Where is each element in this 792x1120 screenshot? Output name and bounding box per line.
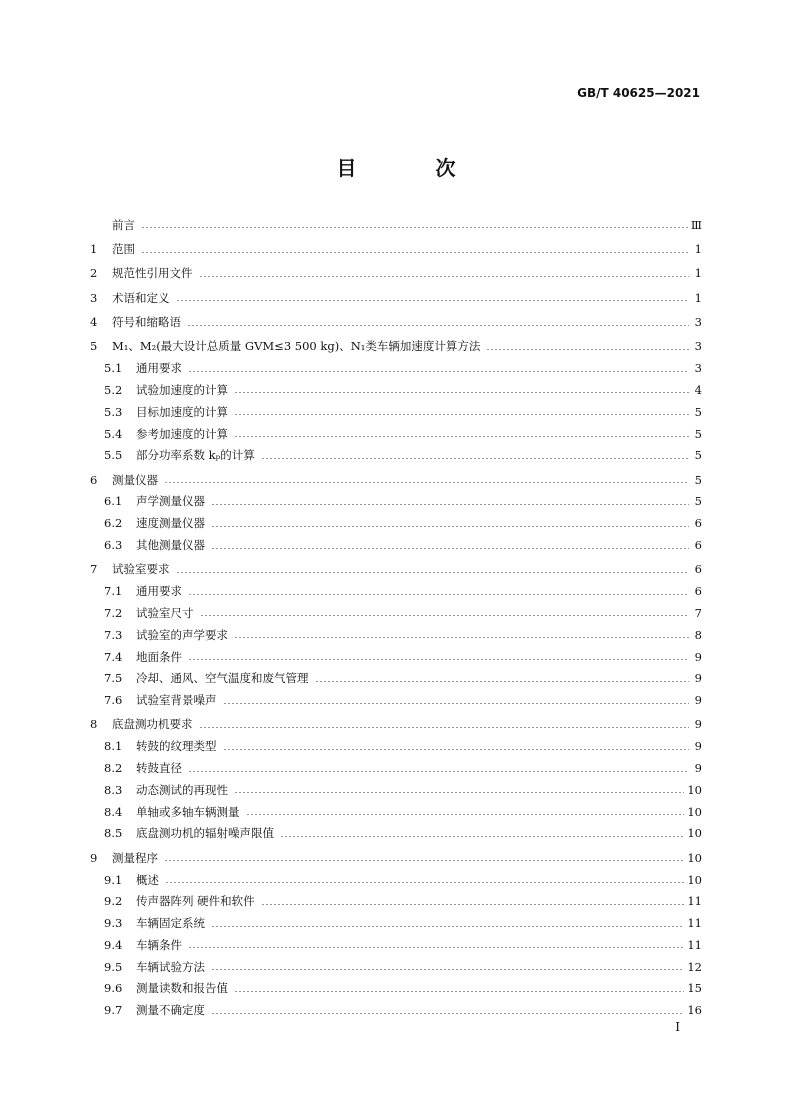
toc-entry-label: 测量程序 xyxy=(112,850,158,865)
toc-entry-number: 9.4 xyxy=(104,937,123,952)
dot-leader xyxy=(234,991,684,992)
toc-entry-number: 6.1 xyxy=(104,494,123,509)
toc-entry-number: 9 xyxy=(90,850,98,865)
toc-entry-label: M₁、M₂(最大设计总质量 GVM≤3 500 kg)、N₁类车辆加速度计算方法 xyxy=(112,339,481,354)
dot-leader xyxy=(223,749,690,750)
toc-entry-label: 车辆条件 xyxy=(136,937,182,952)
toc-entry-number: 6.3 xyxy=(104,538,123,553)
toc-entry-label: 范围 xyxy=(112,242,135,257)
toc-entry-page: 11 xyxy=(687,916,702,931)
dot-leader xyxy=(211,926,684,927)
toc-entry-page: 11 xyxy=(687,894,702,909)
toc-entry[interactable] xyxy=(90,287,702,309)
toc-entry-page: 9 xyxy=(694,761,702,776)
toc-entry-page: 3 xyxy=(694,361,702,376)
toc-entry[interactable] xyxy=(90,335,702,357)
toc-entry-label: 试验室尺寸 xyxy=(136,605,194,620)
toc-entry[interactable] xyxy=(90,890,702,912)
toc-entry-page: 6 xyxy=(694,516,702,531)
toc-entry-label: 地面条件 xyxy=(136,649,182,664)
toc-entry[interactable] xyxy=(90,779,702,801)
toc-entry-label: 其他测量仪器 xyxy=(136,538,205,553)
toc-entry[interactable] xyxy=(90,934,702,956)
dot-leader xyxy=(141,252,689,253)
toc-entry-number: 5 xyxy=(90,339,98,354)
toc-entry-label: 符号和缩略语 xyxy=(112,315,181,330)
dot-leader xyxy=(211,969,684,970)
toc-entry[interactable] xyxy=(90,667,702,689)
toc-entry-page: 7 xyxy=(694,605,702,620)
toc-entry-label: 声学测量仪器 xyxy=(136,494,205,509)
dot-leader xyxy=(234,392,689,393)
toc-entry-number: 1 xyxy=(90,242,98,257)
toc-entry[interactable] xyxy=(90,580,702,602)
toc-entry-label: 底盘测功机的辐射噪声限值 xyxy=(136,826,274,841)
standard-code: GB/T 40625—2021 xyxy=(577,86,700,100)
toc-entry[interactable] xyxy=(90,534,702,556)
toc-entry-page: 5 xyxy=(694,426,702,441)
toc-entry-number: 7.3 xyxy=(104,627,123,642)
toc-entry-page: 3 xyxy=(694,315,702,330)
toc-entry[interactable] xyxy=(90,401,702,423)
toc-entry[interactable] xyxy=(90,801,702,823)
toc-entry-page: 6 xyxy=(694,538,702,553)
dot-leader xyxy=(188,371,689,372)
toc-entry-label: 目标加速度的计算 xyxy=(136,404,228,419)
dot-leader xyxy=(176,572,690,573)
toc-entry-page: 3 xyxy=(694,339,702,354)
dot-leader xyxy=(188,771,689,772)
toc-entry-label: 试验加速度的计算 xyxy=(136,382,228,397)
dot-leader xyxy=(486,349,689,350)
dot-leader xyxy=(211,526,689,527)
toc-entry[interactable] xyxy=(90,469,702,491)
dot-leader xyxy=(200,615,690,616)
toc-entry-label: 通用要求 xyxy=(136,361,182,376)
toc-entry-label: 试验室的声学要求 xyxy=(136,627,228,642)
dot-leader xyxy=(261,458,689,459)
dot-leader xyxy=(188,947,684,948)
toc-entry-number: 7.5 xyxy=(104,671,123,686)
toc-entry-page: 9 xyxy=(694,717,702,732)
toc-entry-label: 速度测量仪器 xyxy=(136,516,205,531)
toc-entry-page: 16 xyxy=(687,1003,702,1018)
toc-entry-label: 试验室背景噪声 xyxy=(136,693,217,708)
dot-leader xyxy=(165,882,684,883)
dot-leader xyxy=(223,703,690,704)
toc-entry-number: 7 xyxy=(90,562,98,577)
toc-entry-page: 10 xyxy=(687,872,702,887)
toc-entry-page: 12 xyxy=(687,959,702,974)
dot-leader xyxy=(211,548,689,549)
toc-entry-label: 测量读数和报告值 xyxy=(136,981,228,996)
toc-entry[interactable] xyxy=(90,379,702,401)
toc-entry-number: 7.6 xyxy=(104,693,123,708)
toc-entry-number: 2 xyxy=(90,266,98,281)
toc-entry-label: 转鼓直径 xyxy=(136,761,182,776)
toc-entry-number: 8.4 xyxy=(104,804,123,819)
toc-entry-number: 7.2 xyxy=(104,605,123,620)
toc-entry-label: 试验室要求 xyxy=(112,562,170,577)
toc-entry-number: 8 xyxy=(90,717,98,732)
toc-entry[interactable] xyxy=(90,999,702,1021)
toc-entry[interactable] xyxy=(90,689,702,711)
dot-leader xyxy=(280,836,684,837)
toc-entry[interactable] xyxy=(90,238,702,260)
toc-entry-page: 10 xyxy=(687,804,702,819)
toc-entry-label: 参考加速度的计算 xyxy=(136,426,228,441)
dot-leader xyxy=(315,681,690,682)
table-of-contents xyxy=(90,214,702,1021)
toc-entry-page: 6 xyxy=(694,562,702,577)
dot-leader xyxy=(176,300,690,301)
dot-leader xyxy=(164,860,684,861)
toc-entry-number: 6.2 xyxy=(104,516,123,531)
toc-entry-page: 10 xyxy=(687,782,702,797)
toc-entry-page: 11 xyxy=(687,937,702,952)
toc-entry[interactable] xyxy=(90,646,702,668)
toc-entry-page: 10 xyxy=(687,826,702,841)
toc-entry-label: 车辆试验方法 xyxy=(136,959,205,974)
toc-entry-page: Ⅲ xyxy=(690,217,702,232)
toc-entry[interactable] xyxy=(90,869,702,891)
toc-entry-page: 9 xyxy=(694,693,702,708)
toc-entry-number: 5.2 xyxy=(104,382,123,397)
toc-entry[interactable] xyxy=(90,823,702,845)
toc-entry-number: 3 xyxy=(90,290,98,305)
toc-entry-page: 9 xyxy=(694,649,702,664)
toc-entry[interactable] xyxy=(90,311,702,333)
toc-entry-page: 5 xyxy=(694,494,702,509)
toc-entry-label: 冷却、通风、空气温度和废气管理 xyxy=(136,671,309,686)
dot-leader xyxy=(164,482,689,483)
dot-leader xyxy=(211,504,689,505)
toc-entry[interactable] xyxy=(90,757,702,779)
toc-entry-page: 8 xyxy=(694,627,702,642)
toc-entry-number: 5.1 xyxy=(104,361,123,376)
toc-entry-page: 4 xyxy=(694,382,702,397)
dot-leader xyxy=(199,276,690,277)
toc-entry[interactable] xyxy=(90,214,702,236)
toc-entry-number: 5.5 xyxy=(104,448,123,463)
toc-entry[interactable] xyxy=(90,558,702,580)
toc-entry-number: 4 xyxy=(90,315,98,330)
toc-entry-label: 底盘测功机要求 xyxy=(112,717,193,732)
dot-leader xyxy=(234,436,689,437)
toc-entry-page: 5 xyxy=(694,472,702,487)
toc-entry-label: 转鼓的纹理类型 xyxy=(136,739,217,754)
toc-entry-page: 1 xyxy=(694,242,702,257)
toc-entry-label: 测量仪器 xyxy=(112,472,158,487)
dot-leader xyxy=(246,814,685,815)
toc-entry[interactable] xyxy=(90,847,702,869)
toc-entry[interactable] xyxy=(90,357,702,379)
toc-entry[interactable] xyxy=(90,491,702,513)
toc-entry-number: 5.3 xyxy=(104,404,123,419)
dot-leader xyxy=(261,904,685,905)
toc-entry-label: 车辆固定系统 xyxy=(136,916,205,931)
toc-entry-label: 前言 xyxy=(112,217,135,232)
dot-leader xyxy=(188,594,689,595)
toc-entry[interactable] xyxy=(90,978,702,1000)
toc-entry-page: 15 xyxy=(687,981,702,996)
dot-leader xyxy=(234,792,684,793)
toc-entry[interactable] xyxy=(90,423,702,445)
toc-entry[interactable] xyxy=(90,263,702,285)
toc-entry-label: 测量不确定度 xyxy=(136,1003,205,1018)
toc-entry-number: 7.1 xyxy=(104,584,123,599)
dot-leader xyxy=(187,325,689,326)
toc-entry-number: 9.7 xyxy=(104,1003,123,1018)
toc-entry-label: 通用要求 xyxy=(136,584,182,599)
toc-entry-number: 8.5 xyxy=(104,826,123,841)
toc-entry[interactable] xyxy=(90,912,702,934)
toc-entry[interactable] xyxy=(90,735,702,757)
toc-entry-number: 7.4 xyxy=(104,649,123,664)
toc-entry-number: 6 xyxy=(90,472,98,487)
toc-entry-label: 概述 xyxy=(136,872,159,887)
toc-entry-page: 1 xyxy=(694,266,702,281)
toc-entry-page: 5 xyxy=(694,404,702,419)
toc-entry-page: 5 xyxy=(694,448,702,463)
toc-entry-number: 9.2 xyxy=(104,894,123,909)
toc-entry-label: 术语和定义 xyxy=(112,290,170,305)
dot-leader xyxy=(211,1013,684,1014)
toc-entry-number: 8.3 xyxy=(104,782,123,797)
dot-leader xyxy=(199,727,690,728)
toc-entry-number: 9.3 xyxy=(104,916,123,931)
toc-entry[interactable] xyxy=(90,624,702,646)
toc-entry-page: 1 xyxy=(694,290,702,305)
toc-entry[interactable] xyxy=(90,714,702,736)
toc-entry-page: 6 xyxy=(694,584,702,599)
toc-entry-number: 8.2 xyxy=(104,761,123,776)
toc-entry-label: 单轴或多轴车辆测量 xyxy=(136,804,240,819)
toc-entry-label: 动态测试的再现性 xyxy=(136,782,228,797)
toc-entry[interactable] xyxy=(90,956,702,978)
toc-entry[interactable] xyxy=(90,512,702,534)
dot-leader xyxy=(141,227,688,228)
page-number: I xyxy=(675,1020,680,1034)
dot-leader xyxy=(188,659,689,660)
toc-entry-number: 9.5 xyxy=(104,959,123,974)
toc-entry-page: 9 xyxy=(694,671,702,686)
toc-entry-number: 5.4 xyxy=(104,426,123,441)
toc-entry-page: 10 xyxy=(687,850,702,865)
toc-title: 目 次 xyxy=(336,156,492,180)
toc-entry[interactable] xyxy=(90,444,702,466)
toc-entry-page: 9 xyxy=(694,739,702,754)
toc-entry-label: 部分功率系数 kₚ的计算 xyxy=(136,448,255,463)
dot-leader xyxy=(234,414,689,415)
toc-entry-number: 9.1 xyxy=(104,872,123,887)
toc-entry-number: 8.1 xyxy=(104,739,123,754)
toc-entry-label: 传声器阵列 硬件和软件 xyxy=(136,894,255,909)
toc-entry-number: 9.6 xyxy=(104,981,123,996)
toc-entry[interactable] xyxy=(90,602,702,624)
dot-leader xyxy=(234,637,689,638)
toc-entry-label: 规范性引用文件 xyxy=(112,266,193,281)
